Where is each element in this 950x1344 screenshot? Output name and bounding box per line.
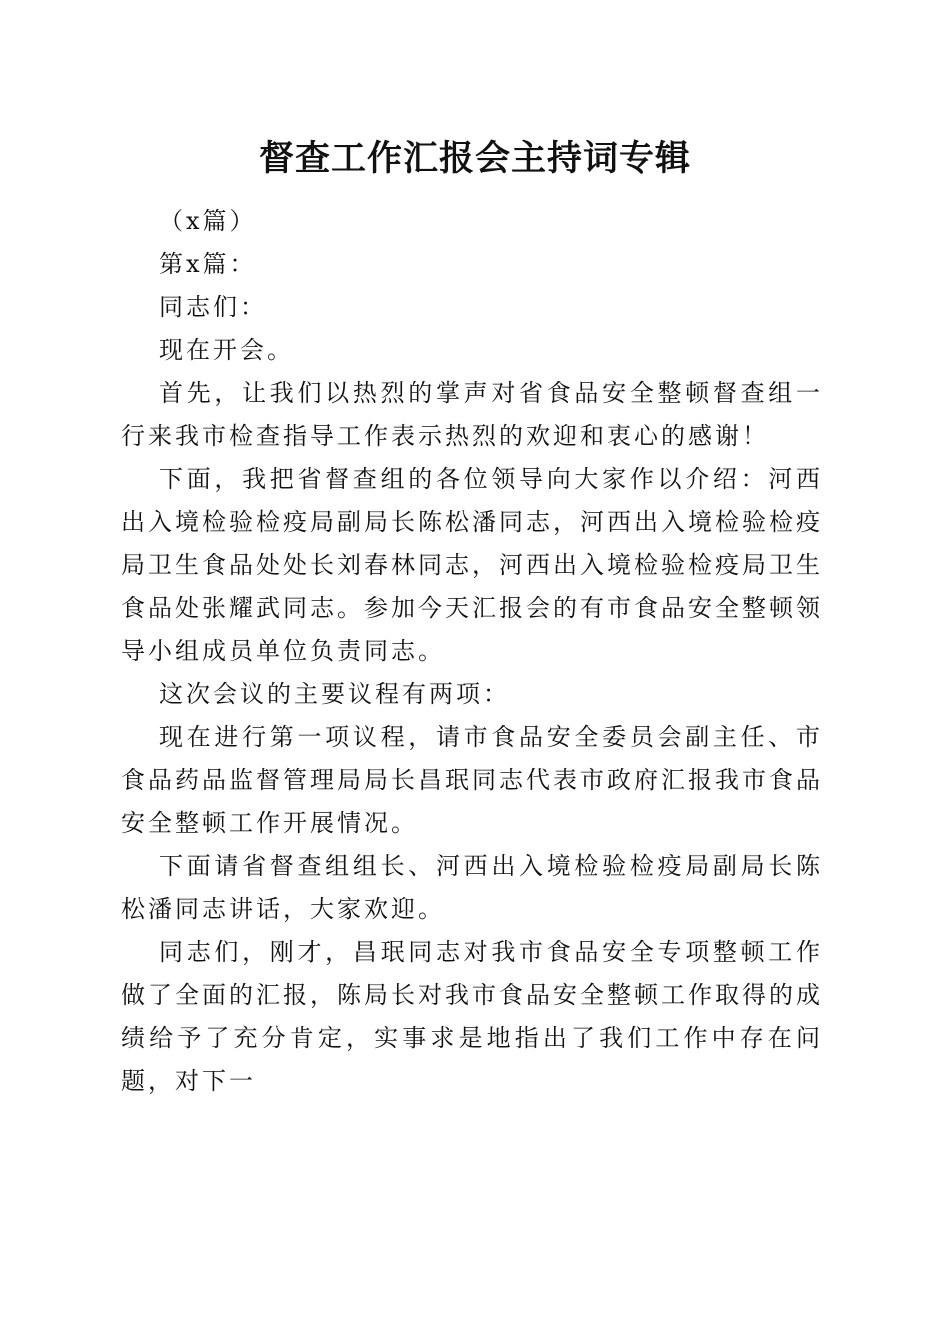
paragraph-opening: 现在开会。 (159, 336, 294, 364)
document-body (121, 200, 823, 1103)
paragraph-agenda-item-one: 现在进行第一项议程，请市食品安全委员会副主任、市食品药品监督管理局局长昌珉同志代表市政府汇报我市食品安全整顿工作开展情况。 (121, 723, 823, 837)
document-title: 督查工作汇报会主持词专辑 (258, 138, 691, 179)
paragraph-welcome: 首先，让我们以热烈的掌声对省食品安全整顿督查组一行来我市检查指导工作表示热烈的欢迎和衷心的感谢！ (121, 379, 823, 450)
paragraph-agenda: 这次会议的主要议程有两项： (159, 680, 510, 708)
paragraph-introductions: 下面，我把省督查组的各位领导向大家作以介绍：河西出入境检验检疫局副局长陈松潘同志，河西出入境检验检疫局卫生食品处处长刘春林同志，河西出入境检验检疫局卫生食品处张耀武同志。参加今天汇报会的有市食品安全整顿领导小组成员单位负责同志。 (121, 465, 823, 665)
paragraph-piece-count: （x篇） (159, 207, 257, 235)
paragraph-speech-invitation: 下面请省督查组组长、河西出入境检验检疫局副局长陈松潘同志讲话，大家欢迎。 (121, 852, 823, 923)
paragraph-piece-heading: 第x篇： (159, 250, 257, 278)
paragraph-summary: 同志们，刚才，昌珉同志对我市食品安全专项整顿工作做了全面的汇报，陈局长对我市食品安全整顿工作取得的成绩给予了充分肯定，实事求是地指出了我们工作中存在问题，对下一 (121, 938, 823, 1095)
paragraph-greeting: 同志们： (159, 293, 267, 321)
